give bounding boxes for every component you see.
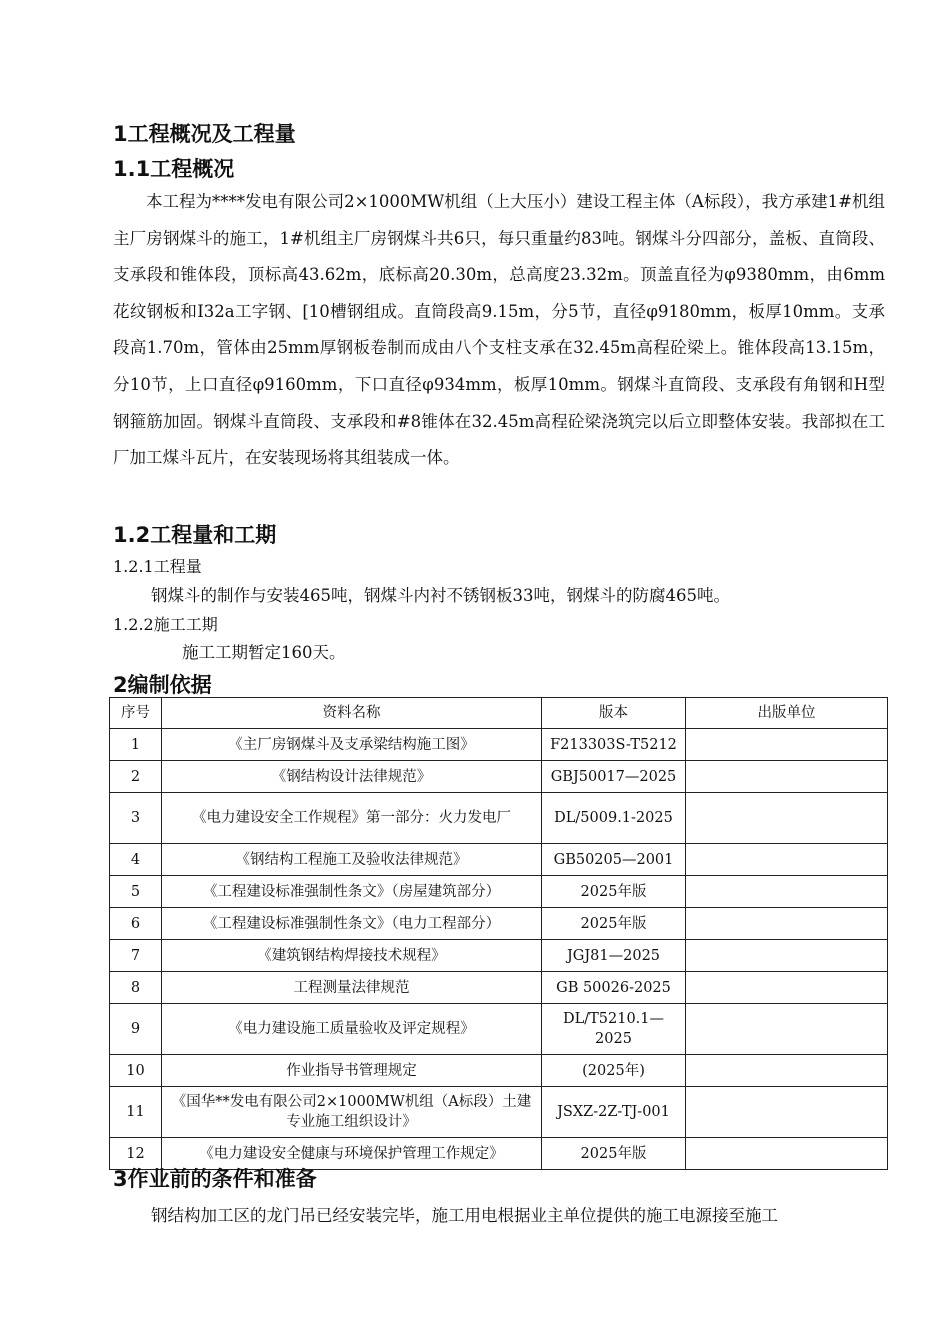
section-1-heading: 1工程概况及工程量 bbox=[113, 122, 296, 146]
row-version: 2025年版 bbox=[542, 908, 686, 940]
table-row bbox=[110, 844, 888, 876]
row-publisher bbox=[686, 844, 888, 876]
row-name: 《主厂房钢煤斗及支承梁结构施工图》 bbox=[162, 729, 542, 761]
section-1-2-2-heading: 1.2.2施工工期 bbox=[113, 615, 218, 634]
table-row bbox=[110, 940, 888, 972]
table-row bbox=[110, 1087, 888, 1138]
header-no: 序号 bbox=[110, 698, 162, 729]
row-version: DL/5009.1-2025 bbox=[542, 793, 686, 844]
row-publisher bbox=[686, 908, 888, 940]
row-no: 1 bbox=[110, 729, 162, 761]
section-1-2-1-body: 钢煤斗的制作与安装465吨，钢煤斗内衬不锈钢板33吨，钢煤斗的防腐465吨。 bbox=[151, 586, 730, 605]
row-name: 《电力建设安全健康与环境保护管理工作规定》 bbox=[162, 1138, 542, 1170]
section-3-heading: 3作业前的条件和准备 bbox=[113, 1167, 317, 1191]
row-no: 9 bbox=[110, 1004, 162, 1055]
row-no: 11 bbox=[110, 1087, 162, 1138]
row-publisher bbox=[686, 1138, 888, 1170]
section-2-heading: 2编制依据 bbox=[113, 673, 212, 697]
header-name: 资料名称 bbox=[162, 698, 542, 729]
table-row bbox=[110, 972, 888, 1004]
row-version: JGJ81—2025 bbox=[542, 940, 686, 972]
row-no: 6 bbox=[110, 908, 162, 940]
table-row bbox=[110, 793, 888, 844]
section-1-2-1-heading: 1.2.1工程量 bbox=[113, 557, 202, 576]
table-row bbox=[110, 876, 888, 908]
section-1-2-heading: 1.2工程量和工期 bbox=[113, 523, 277, 547]
row-publisher bbox=[686, 729, 888, 761]
table-header-row bbox=[110, 698, 888, 729]
row-no: 8 bbox=[110, 972, 162, 1004]
row-version: F213303S-T5212 bbox=[542, 729, 686, 761]
row-no: 7 bbox=[110, 940, 162, 972]
row-name: 《工程建设标准强制性条文》（电力工程部分） bbox=[162, 908, 542, 940]
table-row bbox=[110, 729, 888, 761]
row-publisher bbox=[686, 876, 888, 908]
row-name: 《工程建设标准强制性条文》（房屋建筑部分） bbox=[162, 876, 542, 908]
row-publisher bbox=[686, 793, 888, 844]
row-publisher bbox=[686, 1004, 888, 1055]
row-no: 3 bbox=[110, 793, 162, 844]
row-no: 12 bbox=[110, 1138, 162, 1170]
row-version: 2025年版 bbox=[542, 1138, 686, 1170]
row-name: 《建筑钢结构焊接技术规程》 bbox=[162, 940, 542, 972]
row-no: 5 bbox=[110, 876, 162, 908]
row-name: 《电力建设安全工作规程》第一部分：火力发电厂 bbox=[162, 793, 542, 844]
row-no: 10 bbox=[110, 1055, 162, 1087]
row-name: 工程测量法律规范 bbox=[162, 972, 542, 1004]
section-1-1-body: 本工程为****发电有限公司2×1000MW机组（上大压小）建设工程主体（A标段），我方承建1#机组主厂房钢煤斗的施工，1#机组主厂房钢煤斗共6只，每只重量约83吨。钢煤斗分四部分，盖板、直筒段、支承段和锥体段，顶标高43.62m，底标高20.30m，总高度23.32m。顶盖直径为φ9380mm，由6mm花纹钢板和I32a工字钢、[10槽钢组成。直筒段高9.15m，分5节，直径φ9180mm，板厚10mm。支承段高1.70m，管体由25mm厚钢板卷制而成由八个支柱支承在32.45m高程砼梁上。锥体段高13.15m，分10节，上口直径φ9160mm，下口直径φ934mm，板厚10mm。钢煤斗直筒段、支承段有角钢和H型钢箍筋加固。钢煤斗直筒段、支承段和#8锥体在32.45m高程砼梁浇筑完以后立即整体安装。我部拟在工厂加工煤斗瓦片，在安装现场将其组装成一体。 bbox=[113, 192, 885, 468]
row-version: (2025年) bbox=[542, 1055, 686, 1087]
row-name: 《国华**发电有限公司2×1000MW机组（A标段）土建专业施工组织设计》 bbox=[162, 1087, 542, 1138]
reference-table bbox=[109, 697, 888, 1170]
row-publisher bbox=[686, 1087, 888, 1138]
header-version: 版本 bbox=[542, 698, 686, 729]
row-version: GB50205—2001 bbox=[542, 844, 686, 876]
row-no: 2 bbox=[110, 761, 162, 793]
row-publisher bbox=[686, 972, 888, 1004]
table-row bbox=[110, 1004, 888, 1055]
section-1-1-heading: 1.1工程概况 bbox=[113, 157, 235, 181]
header-publisher: 出版单位 bbox=[686, 698, 888, 729]
row-name: 《电力建设施工质量验收及评定规程》 bbox=[162, 1004, 542, 1055]
table-row bbox=[110, 761, 888, 793]
row-publisher bbox=[686, 940, 888, 972]
section-3-body: 钢结构加工区的龙门吊已经安装完毕，施工用电根据业主单位提供的施工电源接至施工 bbox=[151, 1206, 778, 1225]
row-version: JSXZ-2Z-TJ-001 bbox=[542, 1087, 686, 1138]
row-name: 作业指导书管理规定 bbox=[162, 1055, 542, 1087]
row-version: DL/T5210.1—2025 bbox=[542, 1004, 686, 1055]
row-publisher bbox=[686, 761, 888, 793]
row-name: 《钢结构设计法律规范》 bbox=[162, 761, 542, 793]
row-version: GB 50026-2025 bbox=[542, 972, 686, 1004]
row-version: 2025年版 bbox=[542, 876, 686, 908]
row-version: GBJ50017—2025 bbox=[542, 761, 686, 793]
row-no: 4 bbox=[110, 844, 162, 876]
section-1-2-2-body: 施工工期暂定160天。 bbox=[182, 643, 346, 662]
row-publisher bbox=[686, 1055, 888, 1087]
row-name: 《钢结构工程施工及验收法律规范》 bbox=[162, 844, 542, 876]
table-row bbox=[110, 908, 888, 940]
table-row bbox=[110, 1055, 888, 1087]
